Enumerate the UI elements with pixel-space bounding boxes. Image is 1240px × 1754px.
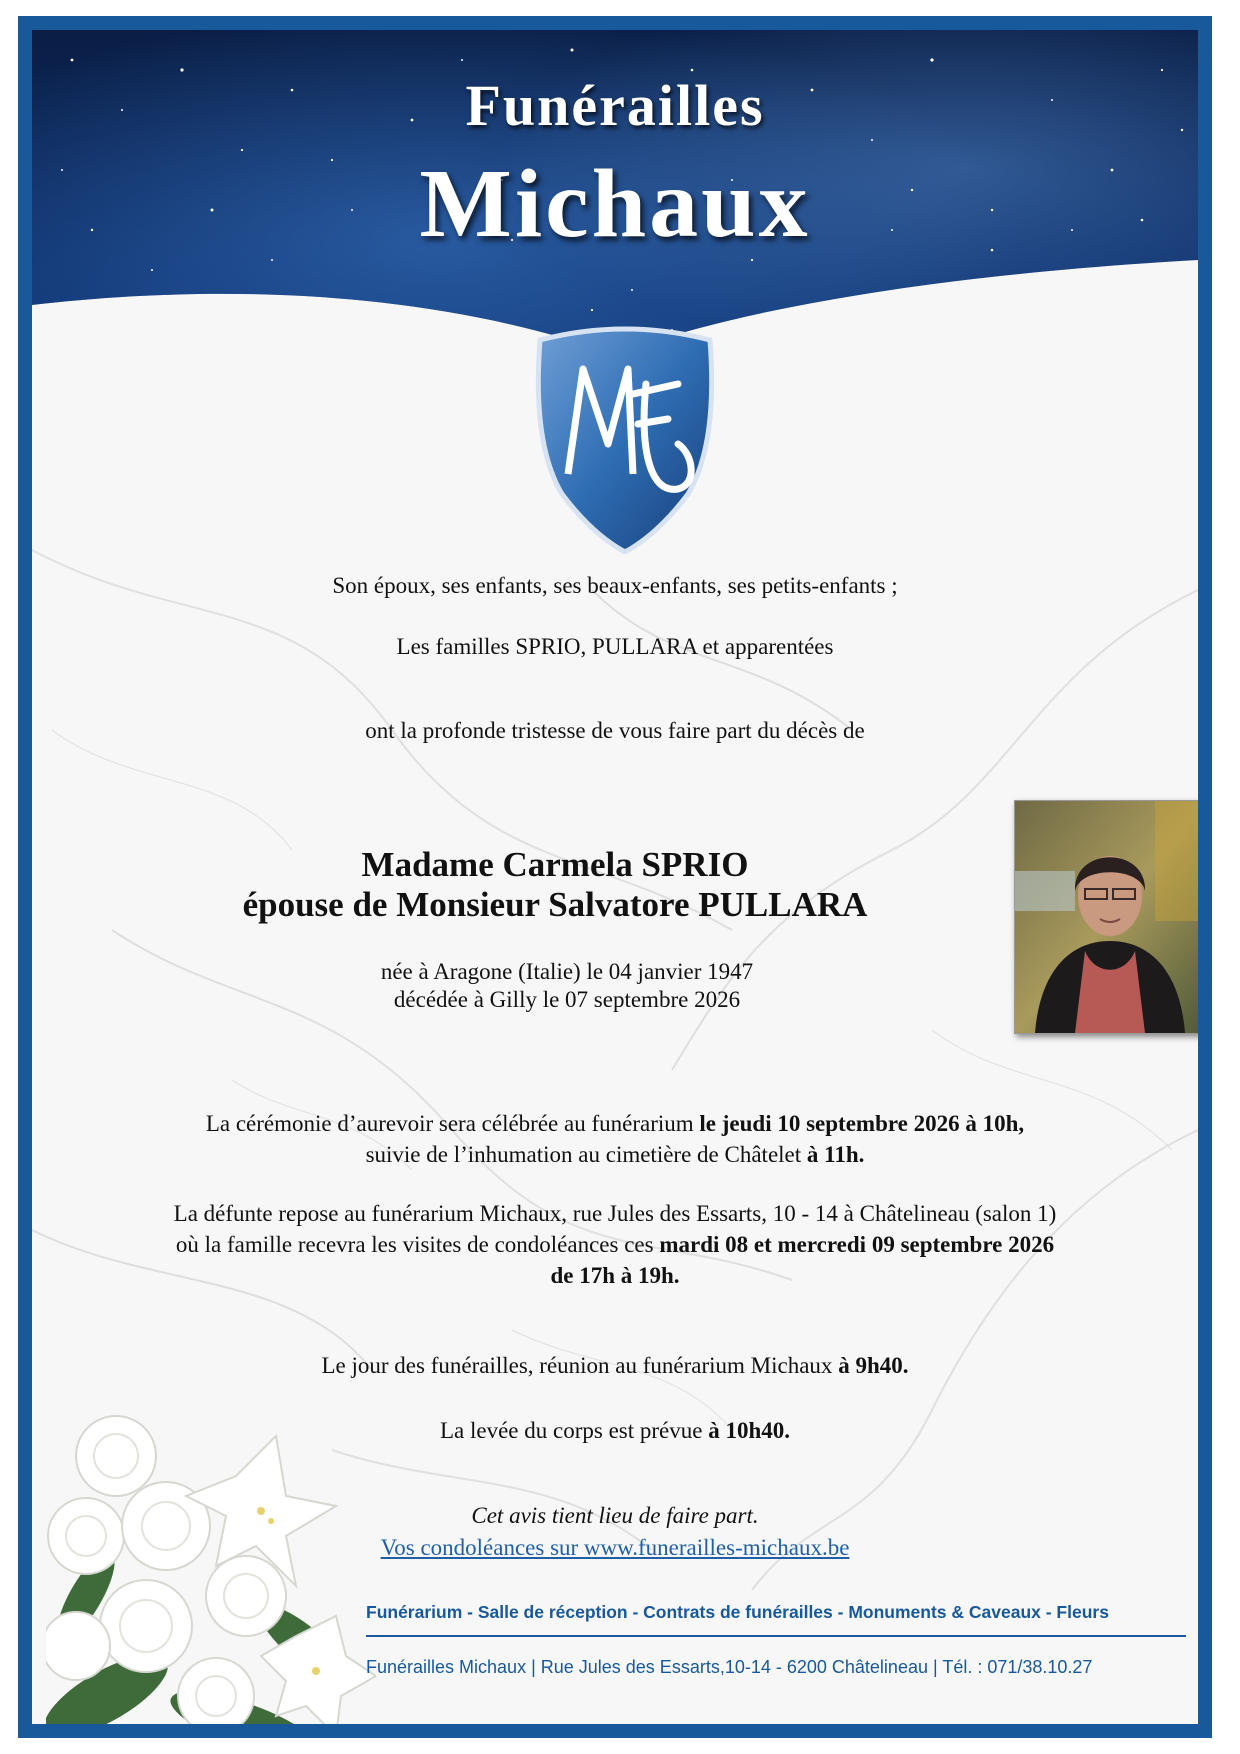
meeting-time: à 9h40.	[838, 1353, 909, 1378]
brand-main-line: Michaux	[419, 150, 811, 258]
levee-text: La levée du corps est prévue	[439, 1418, 709, 1443]
visits-line-3: de 17h à 19h.	[550, 1263, 680, 1288]
meeting-text: Le jour des funérailles, réunion au funérarium Michaux	[321, 1353, 839, 1378]
services-line: Funérarium - Salle de réception - Contrats de funérailles - Monuments & Caveaux - Fleurs	[366, 1602, 1109, 1622]
family-line-3: ont la profonde tristesse de vous faire part du décès de	[365, 718, 865, 743]
condolences-link[interactable]: Vos condoléances sur www.funerailles-michaux.be	[380, 1535, 850, 1560]
brand-top-line: Funérailles	[465, 73, 765, 138]
address-line: Funérailles Michaux | Rue Jules des Essarts,10-14 - 6200 Châtelineau | Tél. : 071/38.10.27	[366, 1657, 1093, 1677]
deceased-name: Madame Carmela SPRIO	[361, 845, 749, 884]
portrait-photo	[1014, 800, 1206, 1034]
meeting-line	[32, 1350, 1198, 1381]
death-line: décédée à Gilly le 07 septembre 2026	[393, 987, 741, 1012]
visits-line-2	[32, 1229, 1198, 1260]
white-flowers-icon	[46, 1396, 376, 1738]
notice-frame	[18, 16, 1212, 1738]
shield-logo-icon	[528, 324, 722, 554]
notice-line: Cet avis tient lieu de faire part.	[471, 1503, 759, 1528]
burial-time: à 11h.	[806, 1142, 865, 1167]
ceremony-line-1	[32, 1108, 1198, 1139]
deceased-spouse: épouse de Monsieur Salvatore PULLARA	[242, 885, 868, 924]
family-line-1: Son époux, ses enfants, ses beaux-enfants, ses petits-enfants ;	[332, 573, 898, 598]
levee-time: à 10h40.	[708, 1418, 790, 1443]
ceremony-line-2	[32, 1139, 1198, 1170]
family-line-2: Les familles SPRIO, PULLARA et apparentées	[396, 634, 834, 659]
visits-dates: mardi 08 et mercredi 09 septembre 2026	[659, 1232, 1055, 1257]
visits-text: où la famille recevra les visites de condoléances ces	[175, 1232, 660, 1257]
ceremony-text-2: suivie de l’inhumation au cimetière de Châtelet	[365, 1142, 807, 1167]
footer-divider	[366, 1635, 1186, 1637]
ceremony-date: le jeudi 10 septembre 2026 à 10h,	[699, 1111, 1025, 1136]
visits-line-1: La défunte repose au funérarium Michaux, rue Jules des Essarts, 10 - 14 à Châtelineau (salon 1)	[173, 1201, 1057, 1226]
ceremony-text-1: La cérémonie d’aurevoir sera célébrée au funérarium	[205, 1111, 700, 1136]
birth-line: née à Aragone (Italie) le 04 janvier 1947	[380, 959, 754, 984]
